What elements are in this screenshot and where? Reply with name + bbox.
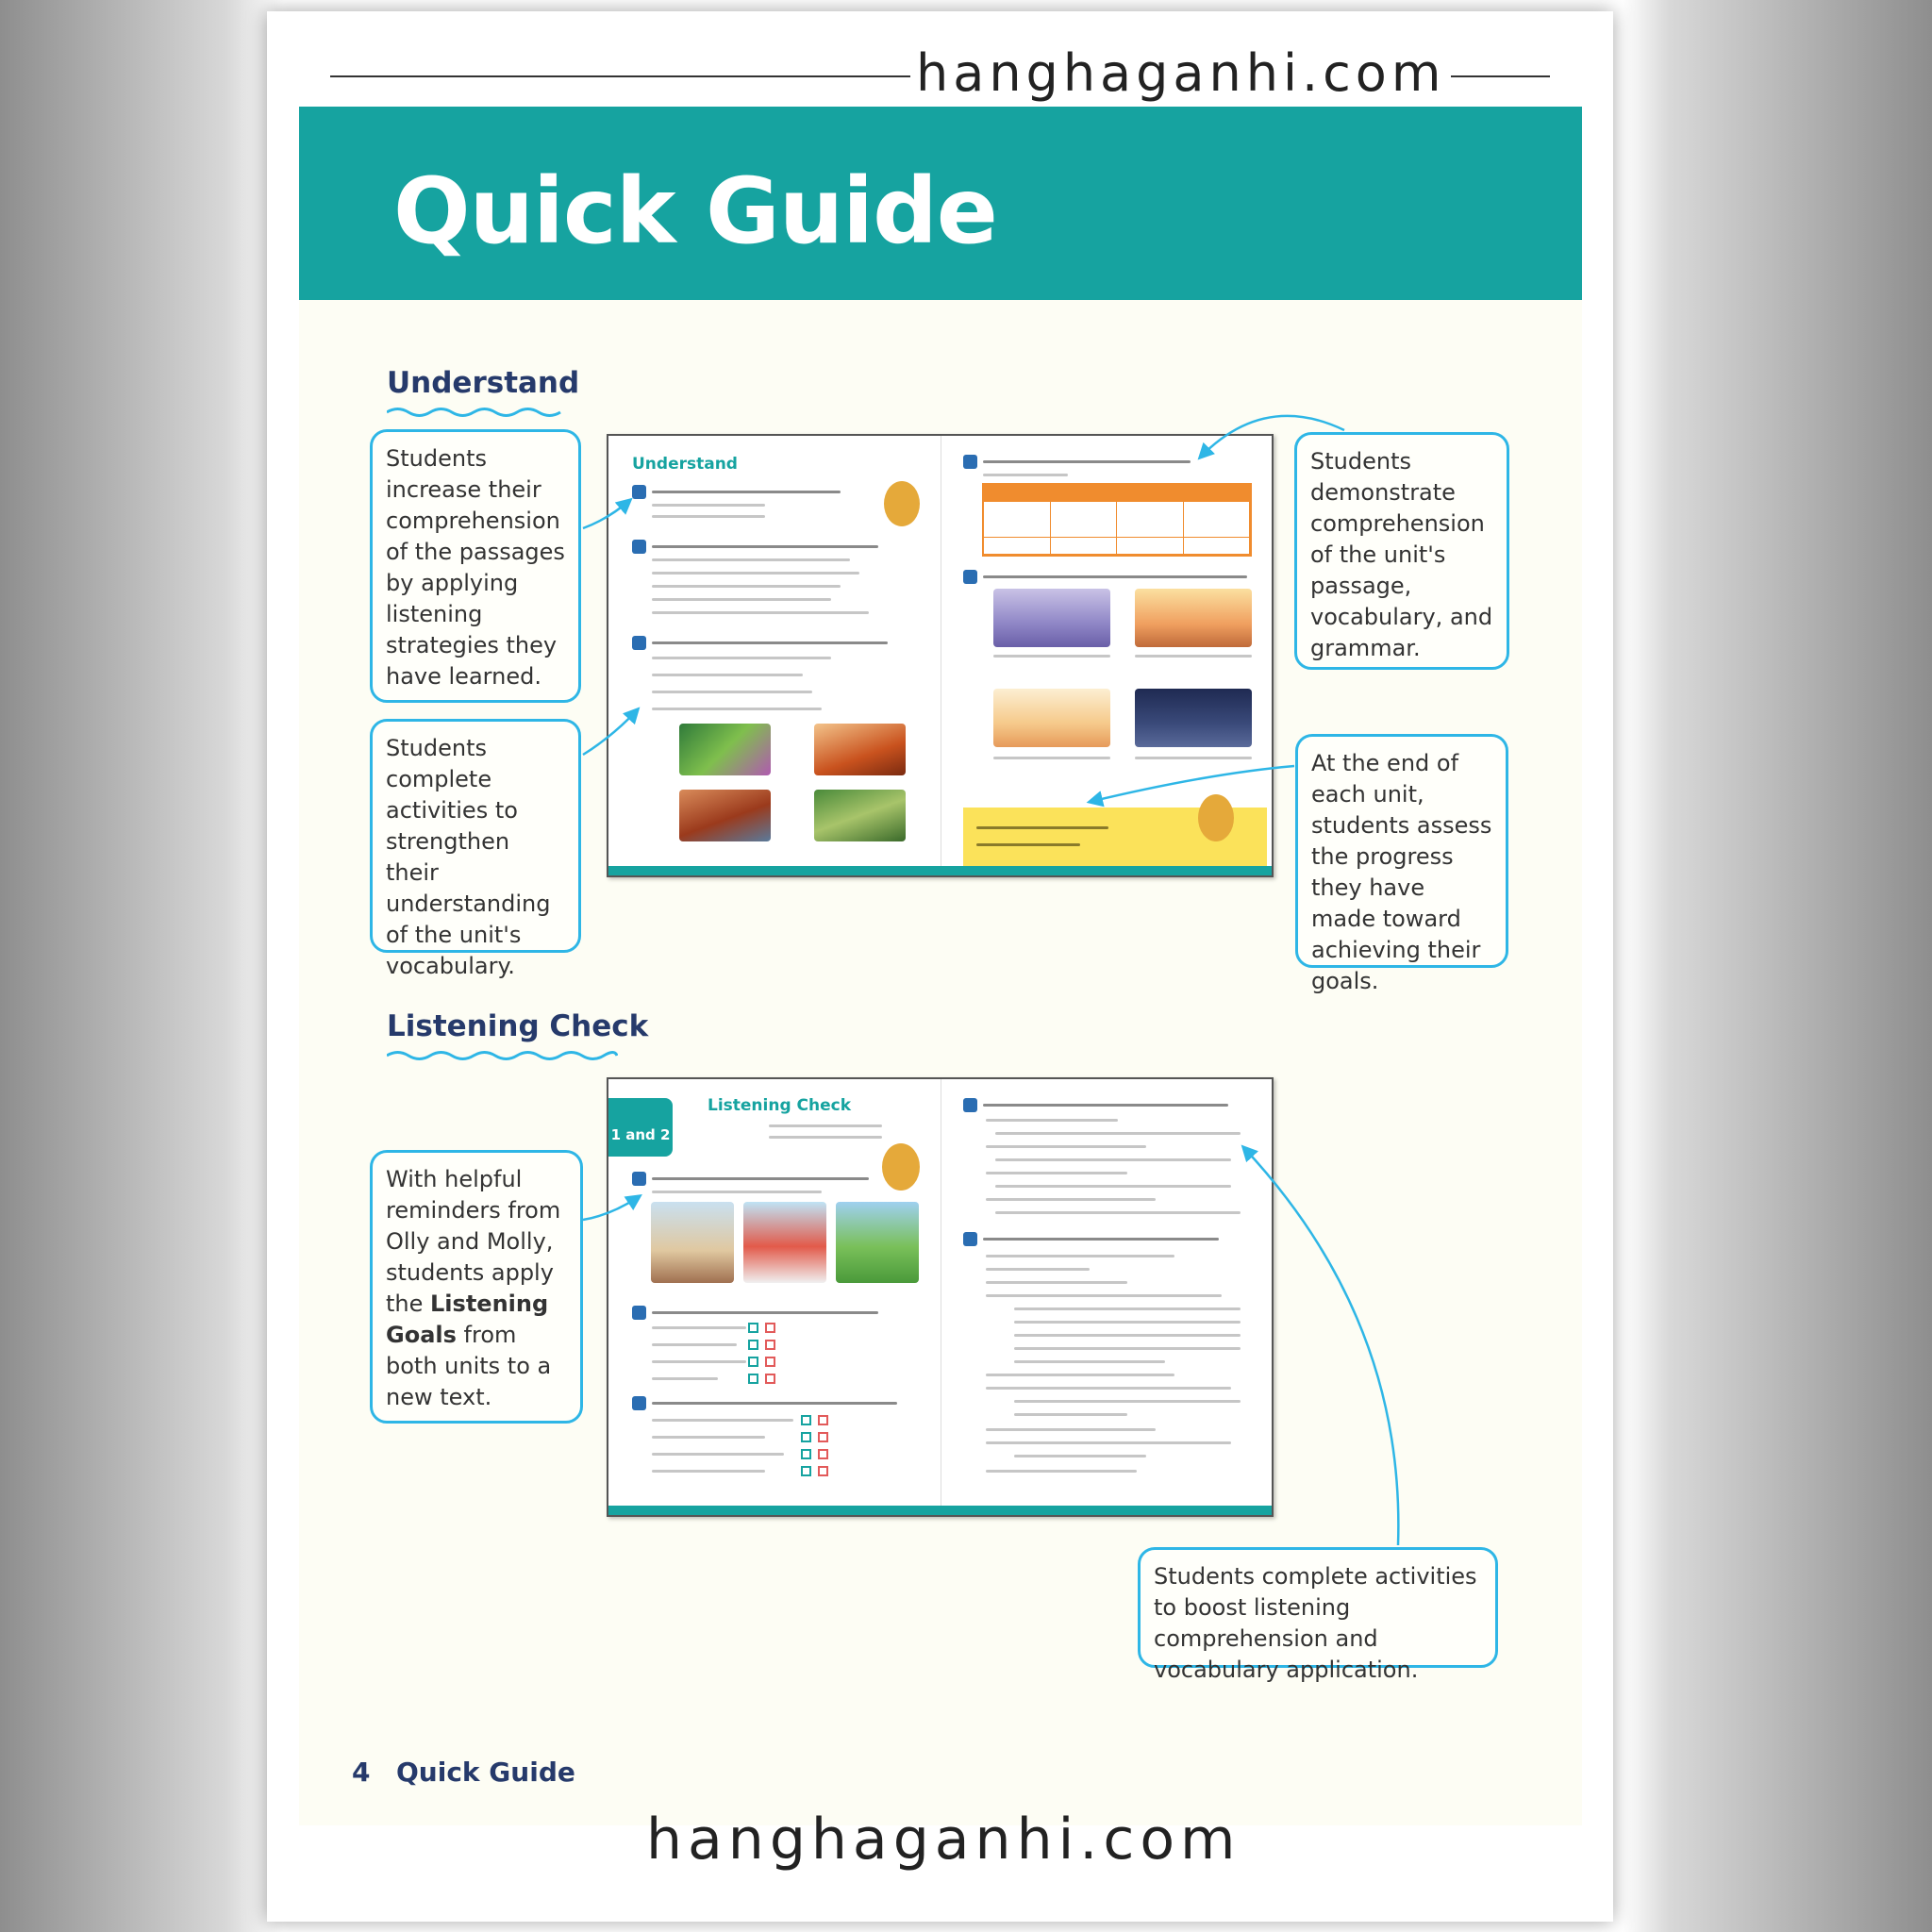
- text-line: [769, 1136, 882, 1139]
- text-line: [993, 757, 1110, 759]
- section-title-listening-check: Listening Check: [387, 1009, 649, 1043]
- text-line: [652, 641, 888, 644]
- text-line: [986, 1294, 1222, 1297]
- text-line: [652, 1377, 718, 1380]
- weather-table: [982, 483, 1252, 557]
- text-line: [652, 691, 812, 693]
- text-line: [983, 1238, 1219, 1241]
- text-line: [976, 843, 1080, 846]
- exercise-badge: [963, 455, 977, 469]
- text-line: [652, 611, 869, 614]
- text-line: [1014, 1321, 1241, 1324]
- check-box: [748, 1357, 758, 1367]
- text-line: [1135, 655, 1252, 658]
- mascot-image: [884, 481, 920, 526]
- photo-park: [836, 1202, 919, 1283]
- watermark-top: hanghaganhi.com: [910, 43, 1451, 103]
- exercise-badge: [963, 1232, 977, 1246]
- exercise-badge: [632, 485, 646, 499]
- title-banner: [299, 107, 1582, 300]
- text-line: [652, 1470, 765, 1473]
- check-box: [801, 1449, 811, 1459]
- check-box: [748, 1374, 758, 1384]
- text-line: [995, 1158, 1231, 1161]
- text-line: [986, 1119, 1118, 1122]
- text-line: [652, 708, 822, 710]
- text-line: [652, 491, 841, 493]
- spread-footer-bar: [608, 866, 1272, 875]
- text-line: [993, 655, 1110, 658]
- text-line: [986, 1268, 1090, 1271]
- text-line: [652, 1326, 746, 1329]
- text-line: [769, 1124, 882, 1127]
- photo-desert-night: [1135, 689, 1252, 747]
- text-line: [983, 460, 1191, 463]
- bold-goals: Goals: [386, 1322, 457, 1348]
- text-line: [986, 1428, 1156, 1431]
- watermark-bottom: hanghaganhi.com: [646, 1807, 1241, 1873]
- text-line: [652, 1360, 746, 1363]
- spread-heading: Understand: [632, 455, 738, 474]
- callout-vocabulary-activities: Students complete activities to strengthen their understanding of the unit's vocabulary.: [370, 719, 581, 953]
- text-line: [652, 1343, 737, 1346]
- callout-demonstrate-comprehension: Students demonstrate comprehension of the unit's passage, vocabulary, and grammar.: [1294, 432, 1509, 670]
- text-line: [652, 558, 850, 561]
- understand-spread-thumbnail: [607, 434, 1274, 877]
- cross-box: [818, 1449, 828, 1459]
- photo-oasis: [679, 724, 771, 775]
- text-line: [652, 545, 878, 548]
- photo-dubai-afternoon: [1135, 589, 1252, 647]
- spread-heading: Listening Check: [708, 1096, 852, 1115]
- text-line: [986, 1198, 1156, 1201]
- text-line: [986, 1172, 1127, 1174]
- exercise-badge: [632, 1172, 646, 1186]
- check-box: [748, 1340, 758, 1350]
- text-line: [652, 1436, 765, 1439]
- photo-museum: [651, 1202, 734, 1283]
- cross-box: [818, 1466, 828, 1476]
- exercise-badge: [963, 570, 977, 584]
- exercise-badge: [632, 1306, 646, 1320]
- cross-box: [765, 1357, 775, 1367]
- mascot-image: [1198, 794, 1234, 841]
- check-box: [801, 1466, 811, 1476]
- text-line: [652, 515, 765, 518]
- unit-tab: 1 and 2: [608, 1098, 673, 1157]
- exercise-badge: [632, 636, 646, 650]
- check-box: [801, 1415, 811, 1425]
- page-number: 4: [352, 1757, 371, 1788]
- text-line: [976, 826, 1108, 829]
- text-line: [652, 1311, 878, 1314]
- callout-listening-goals: With helpful reminders from Olly and Molly, students apply the Listening Goals from both units to a new text.: [370, 1150, 583, 1424]
- photo-running-track: [743, 1202, 826, 1283]
- check-box: [748, 1323, 758, 1333]
- text-line: [1014, 1334, 1241, 1337]
- text-line: [986, 1387, 1231, 1390]
- text-line: [983, 1104, 1228, 1107]
- callout-listening-strategies: Students increase their comprehension of the passages by applying listening strategies they have learned.: [370, 429, 581, 703]
- photo-canyon: [679, 790, 771, 841]
- text-line: [652, 1191, 822, 1193]
- text-line: [1135, 757, 1252, 759]
- photo-desert: [814, 724, 906, 775]
- text-line: [986, 1441, 1231, 1444]
- bold-listening: Listening: [430, 1291, 549, 1317]
- exercise-badge: [963, 1098, 977, 1112]
- text-line: [652, 572, 859, 575]
- footer-label: Quick Guide: [396, 1757, 575, 1788]
- page-title: Quick Guide: [393, 158, 997, 264]
- cross-box: [818, 1415, 828, 1425]
- text-line: [652, 1177, 869, 1180]
- text-line: [1014, 1400, 1241, 1403]
- check-box: [801, 1432, 811, 1442]
- callout-boost-comprehension: Students complete activities to boost listening comprehension and vocabulary application.: [1138, 1547, 1498, 1668]
- text-line: [986, 1281, 1127, 1284]
- photo-desert-afternoon: [993, 689, 1110, 747]
- mascot-image: [882, 1143, 920, 1191]
- squiggle-listening-check: [387, 1049, 618, 1062]
- text-line: [652, 657, 831, 659]
- text-line: [1014, 1455, 1146, 1457]
- text-line: [983, 575, 1247, 578]
- cross-box: [765, 1340, 775, 1350]
- exercise-badge: [632, 540, 646, 554]
- text-line: [1014, 1347, 1241, 1350]
- text-line: [986, 1145, 1146, 1148]
- listening-check-spread-thumbnail: [607, 1077, 1274, 1517]
- text-line: [986, 1255, 1174, 1257]
- text-line: [652, 1419, 793, 1422]
- text-line: [652, 504, 765, 507]
- text-line: [983, 474, 1068, 476]
- text-line: [652, 598, 831, 601]
- spread-footer-bar: [608, 1506, 1272, 1515]
- cross-box: [765, 1323, 775, 1333]
- exercise-badge: [632, 1396, 646, 1410]
- text-line: [1014, 1360, 1165, 1363]
- squiggle-understand: [387, 406, 561, 419]
- text-line: [1014, 1413, 1127, 1416]
- text-line: [652, 674, 803, 676]
- text-line: [652, 585, 841, 588]
- text-line: [995, 1185, 1231, 1188]
- photo-stream: [814, 790, 906, 841]
- callout-assess-progress: At the end of each unit, students assess the progress they have made toward achieving their goals.: [1295, 734, 1508, 968]
- text-line: [986, 1374, 1174, 1376]
- text-line: [1014, 1307, 1241, 1310]
- text-line: [652, 1402, 897, 1405]
- text-line: [995, 1132, 1241, 1135]
- section-title-understand: Understand: [387, 366, 580, 400]
- text-line: [986, 1470, 1137, 1473]
- cross-box: [765, 1374, 775, 1384]
- text-line: [652, 1453, 784, 1456]
- text-line: [995, 1211, 1241, 1214]
- photo-dubai-morning: [993, 589, 1110, 647]
- cross-box: [818, 1432, 828, 1442]
